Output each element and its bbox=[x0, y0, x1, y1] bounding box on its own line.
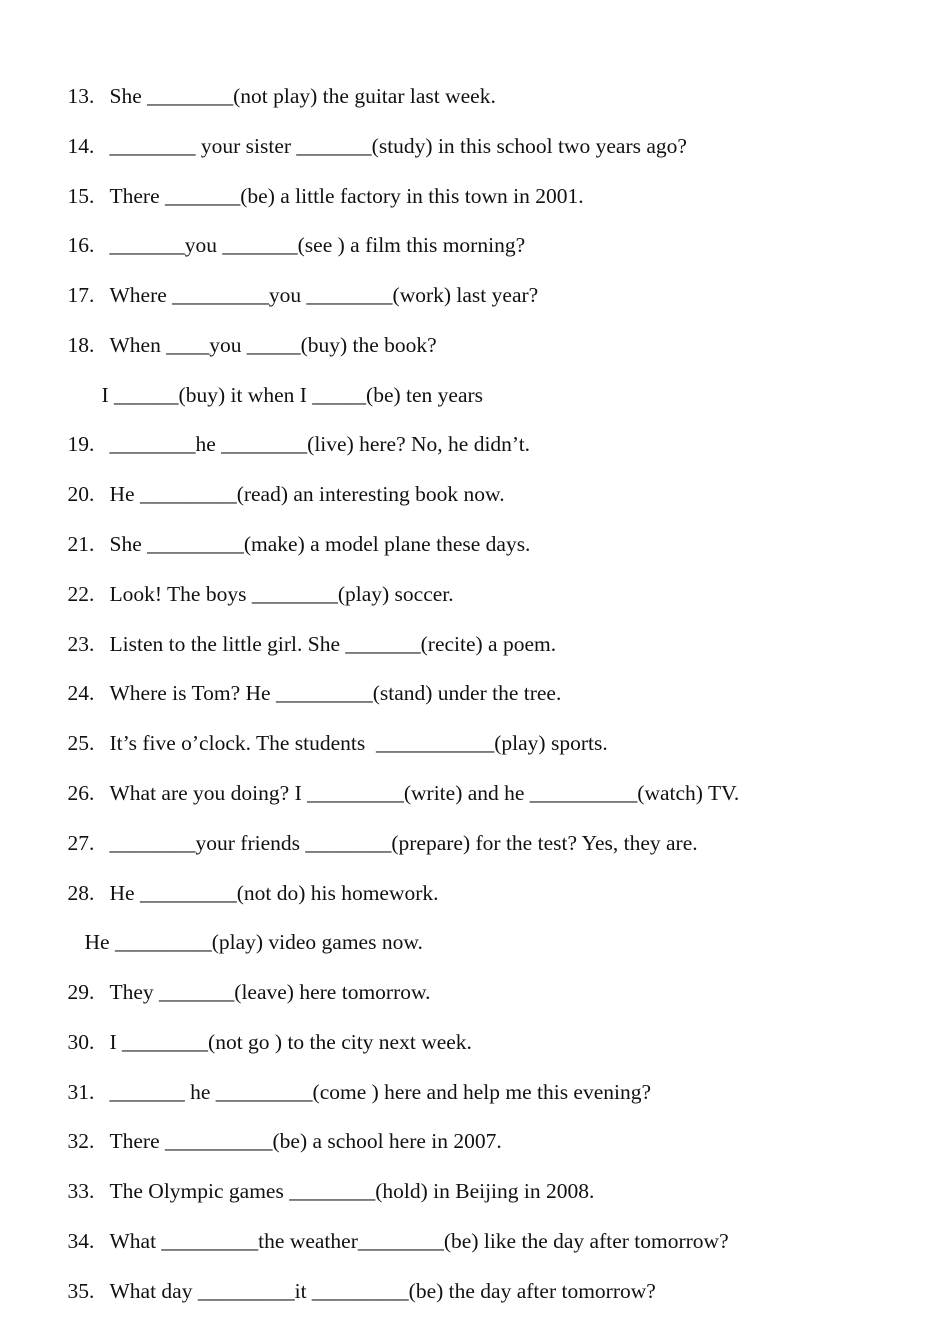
exercise-number: 33. bbox=[67, 1178, 95, 1203]
exercise-text: The Olympic games ________(hold) in Beijing in 2008. bbox=[109, 1178, 595, 1203]
exercise-text: There __________(be) a school here in 2007. bbox=[109, 1128, 502, 1153]
exercise-text: ________he ________(live) here? No, he didn’t. bbox=[109, 431, 531, 456]
exercise-number: 20. bbox=[67, 481, 95, 506]
exercise-text: It’s five o’clock. The students ___________(play) sports. bbox=[109, 730, 608, 755]
exercise-35 bbox=[46, 1259, 656, 1324]
exercise-number: 15. bbox=[67, 183, 95, 208]
exercise-text: He _________(not do) his homework. bbox=[109, 880, 439, 905]
exercise-number: 17. bbox=[67, 282, 95, 307]
exercise-text: I ________(not go ) to the city next week. bbox=[109, 1029, 472, 1054]
exercise-number: 35. bbox=[67, 1278, 95, 1303]
exercise-number: 26. bbox=[67, 780, 95, 805]
exercise-text: What are you doing? I _________(write) and he __________(watch) TV. bbox=[109, 780, 740, 805]
exercise-text: There _______(be) a little factory in this town in 2001. bbox=[109, 183, 584, 208]
exercise-number: 21. bbox=[67, 531, 95, 556]
exercise-text: What day _________it _________(be) the day after tomorrow? bbox=[109, 1278, 656, 1303]
exercise-number: 27. bbox=[67, 830, 95, 855]
exercise-number: 23. bbox=[67, 631, 95, 656]
exercise-text: Where is Tom? He _________(stand) under the tree. bbox=[109, 680, 562, 705]
exercise-text: I ______(buy) it when I _____(be) ten years bbox=[101, 382, 484, 407]
exercise-text: He _________(read) an interesting book now. bbox=[109, 481, 505, 506]
exercise-number: 34. bbox=[67, 1228, 95, 1253]
exercise-number: 32. bbox=[67, 1128, 95, 1153]
exercise-number: 29. bbox=[67, 979, 95, 1004]
exercise-number: 22. bbox=[67, 581, 95, 606]
exercise-number: 18. bbox=[67, 332, 95, 357]
exercise-number: 13. bbox=[67, 83, 95, 108]
exercise-number: 28. bbox=[67, 880, 95, 905]
exercise-number: 24. bbox=[67, 680, 95, 705]
exercise-text: Look! The boys ________(play) soccer. bbox=[109, 581, 454, 606]
exercise-text: When ____you _____(buy) the book? bbox=[109, 332, 437, 357]
exercise-text: They _______(leave) here tomorrow. bbox=[109, 979, 431, 1004]
exercise-number: 16. bbox=[67, 232, 95, 257]
exercise-number: 14. bbox=[67, 133, 95, 158]
exercise-number: 19. bbox=[67, 431, 95, 456]
exercise-text: Listen to the little girl. She _______(recite) a poem. bbox=[109, 631, 557, 656]
exercise-text: _______you _______(see ) a film this morning? bbox=[109, 232, 526, 257]
exercise-number: 31. bbox=[67, 1079, 95, 1104]
exercise-text: She _________(make) a model plane these days. bbox=[109, 531, 531, 556]
exercise-number: 30. bbox=[67, 1029, 95, 1054]
exercise-text: What _________the weather________(be) like the day after tomorrow? bbox=[109, 1228, 729, 1253]
exercise-text: ________ your sister _______(study) in this school two years ago? bbox=[109, 133, 687, 158]
exercise-text: She ________(not play) the guitar last week. bbox=[109, 83, 496, 108]
exercise-text: He _________(play) video games now. bbox=[84, 929, 423, 954]
exercise-text: Where _________you ________(work) last year? bbox=[109, 282, 539, 307]
exercise-text: ________your friends ________(prepare) for the test? Yes, they are. bbox=[109, 830, 698, 855]
exercise-number: 25. bbox=[67, 730, 95, 755]
exercise-text: _______ he _________(come ) here and help me this evening? bbox=[109, 1079, 652, 1104]
